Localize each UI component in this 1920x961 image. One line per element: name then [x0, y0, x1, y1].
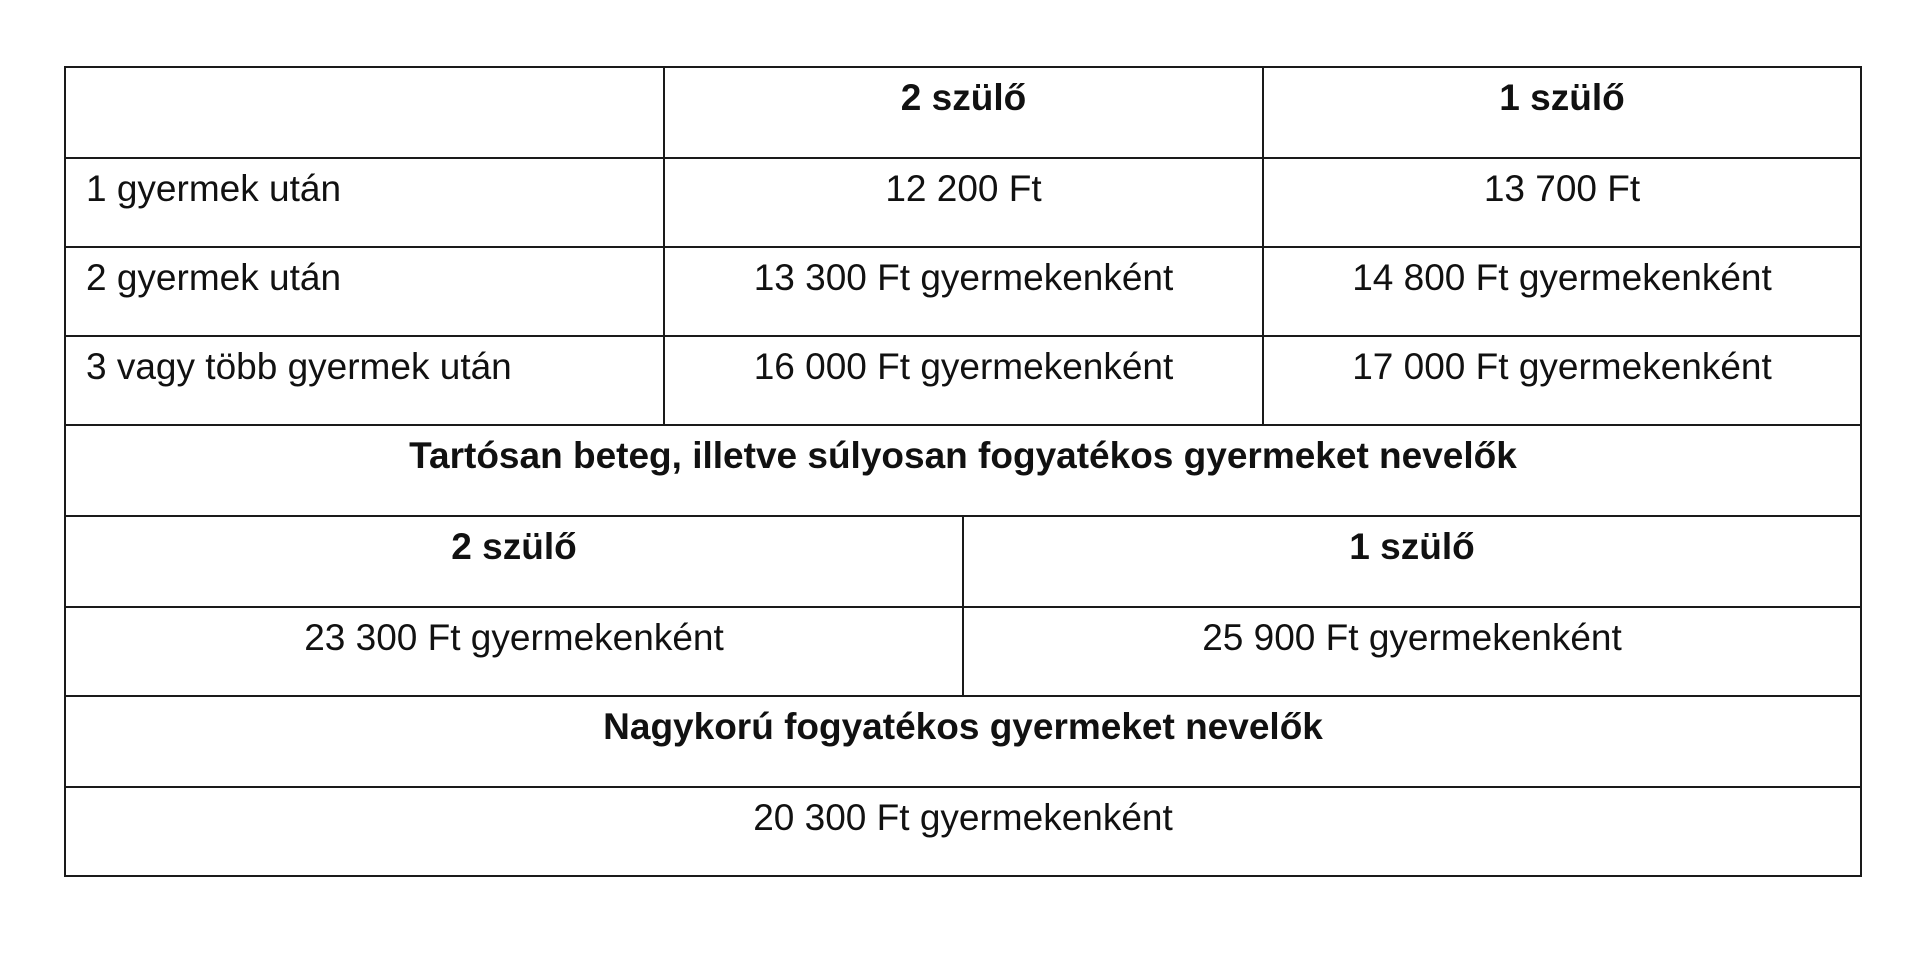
table-row — [65, 336, 1861, 425]
one-parent-value: 17 000 Ft gyermekenként — [1263, 336, 1861, 425]
row-label: 1 gyermek után — [65, 158, 664, 247]
sick-section-header-row — [65, 516, 1861, 607]
sick-header-two-parents: 2 szülő — [65, 516, 963, 607]
adult-section-title-row — [65, 696, 1861, 787]
sick-section-title-row — [65, 425, 1861, 516]
family-allowance-table-container — [64, 66, 1860, 877]
sick-section-title: Tartósan beteg, illetve súlyosan fogyatékos gyermeket nevelők — [65, 425, 1861, 516]
table-header-row — [65, 67, 1861, 158]
sick-two-parents-value: 23 300 Ft gyermekenként — [65, 607, 963, 696]
one-parent-value: 14 800 Ft gyermekenként — [1263, 247, 1861, 336]
two-parents-value: 16 000 Ft gyermekenként — [664, 336, 1263, 425]
two-parents-value: 12 200 Ft — [664, 158, 1263, 247]
header-one-parent: 1 szülő — [1263, 67, 1861, 158]
header-empty-cell — [65, 67, 664, 158]
one-parent-value: 13 700 Ft — [1263, 158, 1861, 247]
sick-one-parent-value: 25 900 Ft gyermekenként — [963, 607, 1861, 696]
row-label: 3 vagy több gyermek után — [65, 336, 664, 425]
adult-section-title: Nagykorú fogyatékos gyermeket nevelők — [65, 696, 1861, 787]
adult-section-value-row — [65, 787, 1861, 876]
sick-header-one-parent: 1 szülő — [963, 516, 1861, 607]
table-row — [65, 158, 1861, 247]
sick-section-value-row — [65, 607, 1861, 696]
adult-section-value: 20 300 Ft gyermekenként — [65, 787, 1861, 876]
header-two-parents: 2 szülő — [664, 67, 1263, 158]
family-allowance-table — [64, 66, 1862, 877]
row-label: 2 gyermek után — [65, 247, 664, 336]
two-parents-value: 13 300 Ft gyermekenként — [664, 247, 1263, 336]
table-row — [65, 247, 1861, 336]
